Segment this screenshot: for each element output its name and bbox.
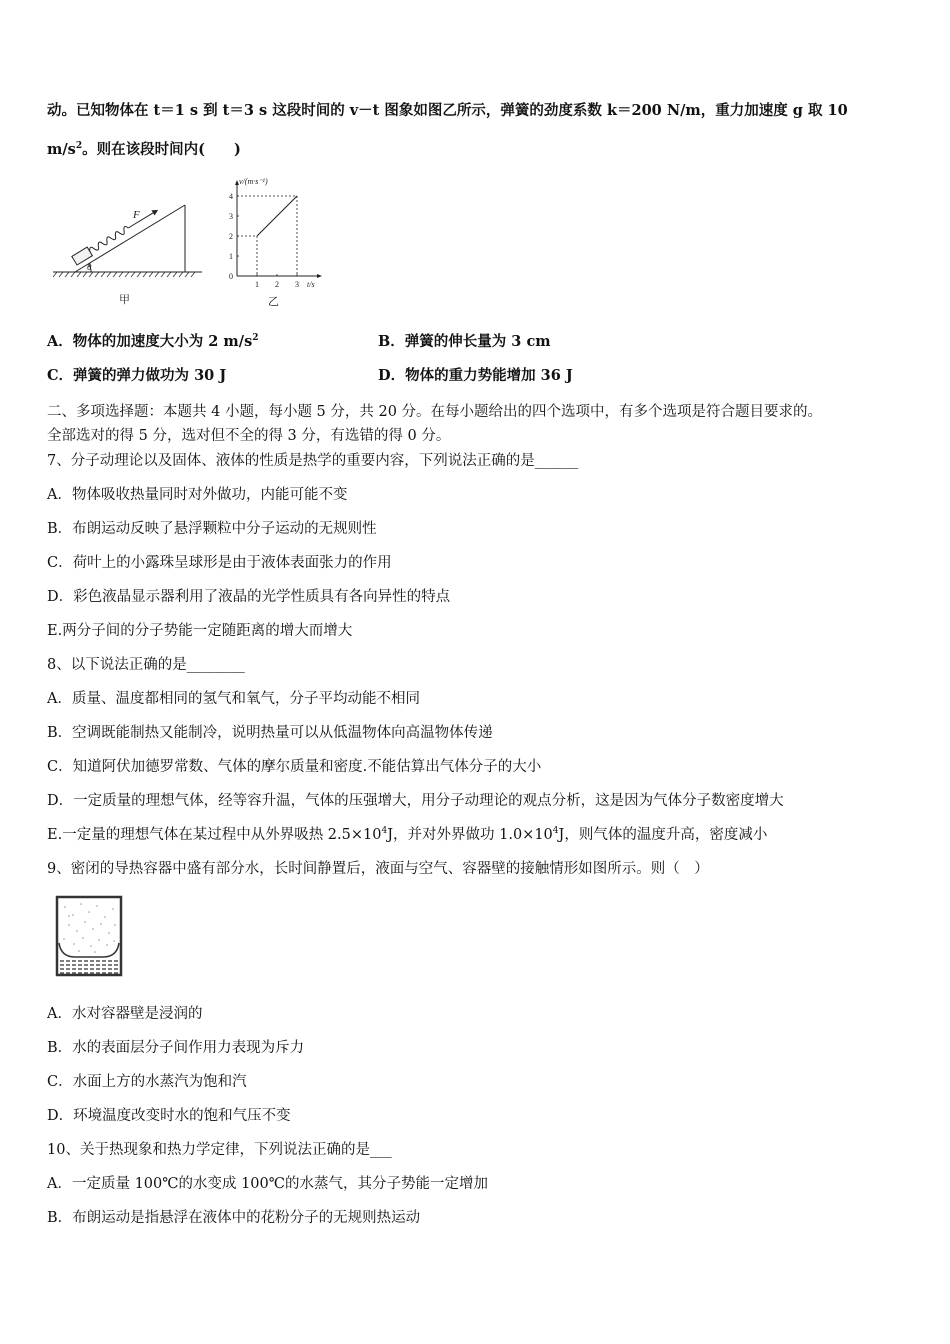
figure-yi-caption: 乙 xyxy=(268,295,279,308)
section2-instructions-line2: 全部选对的得 5 分，选对但不全的得 3 分，有选错的得 0 分。 xyxy=(47,428,451,444)
q6-stem-line2: $m/s^2$。则在该段时间内( ) xyxy=(47,141,241,158)
q8-option-c[interactable]: C．知道阿伏加德罗常数、气体的摩尔质量和密度.不能估算出气体分子的大小 xyxy=(47,759,542,775)
vt-x-tick-label: 3 xyxy=(295,280,299,289)
figure-container-water xyxy=(55,895,125,980)
q10-stem: 10、关于热现象和热力学定律，下列说法正确的是___ xyxy=(47,1142,392,1158)
q6-option-d[interactable]: D．物体的重力势能增加 36 J xyxy=(378,367,573,384)
q9-option-a[interactable]: A．水对容器壁是浸润的 xyxy=(47,1006,203,1022)
q8-option-a[interactable]: A．质量、温度都相同的氢气和氧气，分子平均动能不相同 xyxy=(47,691,420,707)
q6-option-a[interactable]: A．物体的加速度大小为 2 $m/s^2$ xyxy=(47,333,259,350)
q8-option-b[interactable]: B．空调既能制热又能制冷，说明热量可以从低温物体向高温物体传递 xyxy=(47,725,493,741)
q7-option-c[interactable]: C．荷叶上的小露珠呈球形是由于液体表面张力的作用 xyxy=(47,555,392,571)
vt-x-tick-label: 2 xyxy=(275,280,279,289)
q6-option-b[interactable]: B．弹簧的伸长量为 3 cm xyxy=(378,333,551,350)
q7-option-b[interactable]: B．布朗运动反映了悬浮颗粒中分子运动的无规则性 xyxy=(47,521,377,537)
q8-option-e[interactable]: E.一定量的理想气体在某过程中从外界吸热 $2.5\times 10^4J$，并对外界做功 $1.0\times 10^4J$，则气体的温度升高，密度减小 xyxy=(47,826,768,843)
vt-y-tick-label: 3 xyxy=(229,212,233,221)
q10-option-a[interactable]: A．一定质量 100℃的水变成 100℃的水蒸气，其分子势能一定增加 xyxy=(47,1176,488,1192)
q8-stem: 8、以下说法正确的是________ xyxy=(47,657,245,673)
vt-y-axis-label: v/(m·s⁻¹) xyxy=(239,177,268,186)
vt-y-tick-label: 2 xyxy=(229,232,233,241)
figure-jia-incline xyxy=(47,195,207,310)
q7-option-d[interactable]: D．彩色液晶显示器利用了液晶的光学性质具有各向异性的特点 xyxy=(47,589,451,605)
q7-option-e[interactable]: E.两分子间的分子势能一定随距离的增大而增大 xyxy=(47,623,353,639)
vt-x-axis-label: t/s xyxy=(307,280,315,289)
vt-series-line xyxy=(257,196,297,236)
q9-option-c[interactable]: C．水面上方的水蒸汽为饱和汽 xyxy=(47,1074,247,1090)
vt-y-tick-label: 0 xyxy=(229,272,233,281)
vt-x-tick-label: 1 xyxy=(255,280,259,289)
q9-option-b[interactable]: B．水的表面层分子间作用力表现为斥力 xyxy=(47,1040,305,1056)
q9-stem: 9、密闭的导热容器中盛有部分水，长时间静置后，液面与空气、容器壁的接触情形如图所示。则（ ） xyxy=(47,861,709,877)
q7-stem: 7、分子动理论以及固体、液体的性质是热学的重要内容，下列说法正确的是______ xyxy=(47,453,579,469)
q6-option-c[interactable]: C．弹簧的弹力做功为 30 J xyxy=(47,367,227,384)
section2-instructions-line1: 二、多项选择题：本题共 4 小题，每小题 5 分，共 20 分。在每小题给出的四个选项中，有多个选项是符合题目要求的。 xyxy=(47,404,823,420)
figure-jia-caption: 甲 xyxy=(119,293,130,306)
q6-stem-line1: 动。已知物体在 t＝1 s 到 t＝3 s 这段时间的 v－t 图象如图乙所示，弹簧的劲度系数 k＝200 N/m，重力加速度 g 取 10 xyxy=(47,102,848,119)
q8-option-d[interactable]: D．一定质量的理想气体，经等容升温，气体的压强增大，用分子动理论的观点分析，这是因为气体分子数密度增大 xyxy=(47,793,784,809)
vt-y-tick-label: 4 xyxy=(229,192,233,201)
q7-option-a[interactable]: A．物体吸收热量同时对外做功，内能可能不变 xyxy=(47,487,348,503)
vt-y-tick-label: 1 xyxy=(229,252,233,261)
angle-label: θ xyxy=(87,262,92,272)
force-label: F xyxy=(133,209,140,221)
q9-option-d[interactable]: D．环境温度改变时水的饱和气压不变 xyxy=(47,1108,291,1124)
q10-option-b[interactable]: B．布朗运动是指悬浮在液体中的花粉分子的无规则热运动 xyxy=(47,1210,421,1226)
figure-yi-vt-graph xyxy=(222,172,332,310)
